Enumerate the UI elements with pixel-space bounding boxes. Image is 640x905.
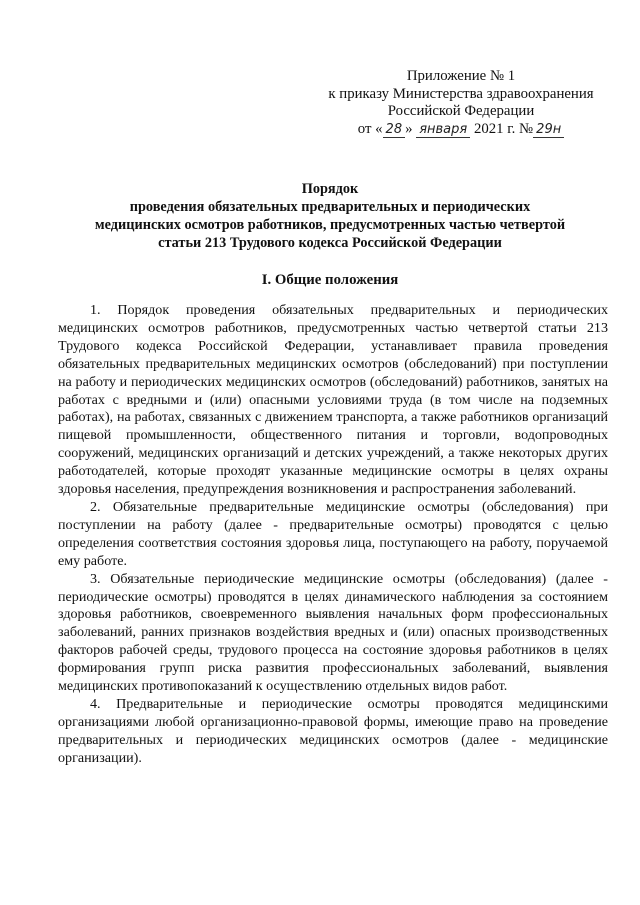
section-heading: I. Общие положения bbox=[261, 272, 399, 288]
handwritten-number: 29н bbox=[533, 122, 564, 138]
appendix-country: Российской Федерации bbox=[387, 103, 535, 119]
handwritten-month: января bbox=[416, 122, 470, 138]
paragraph-4: 4. Предварительные и периодические осмотры проводятся медицинскими организациями любой организационно-правовой формы, имеющие право на проведение предварительных и периодических медицинских осмотров (далее - медицинские организации). bbox=[58, 695, 608, 766]
year-text: 2021 г. bbox=[473, 120, 516, 137]
paragraph-1: 1. Порядок проведения обязательных предварительных и периодических медицинских осмотров работников, предусмотренных частью четвертой статьи 213 Трудового кодекса Российской Федерации, устанавливает правила проведения обязательных предварительных медицинских осмотров (обследований) при поступлении на работу и периодических медицинских осмотров (обследований) работников, занятых на работах с вредными и (или) опасными условиями труда (в том числе на подземных работах), на работах, связанных с движением транспорта, а также работников организаций пищевой промышленности, общественного питания и торговли, водопроводных сооружений, медицинских организаций и детских учреждений, а также некоторых других работодателей, которые проходят указанные медицинские осмотры в целях охраны здоровья населения, предупреждения возникновения и распространения заболеваний. bbox=[58, 302, 608, 498]
appendix-order-ref: к приказу Министерства здравоохранения bbox=[328, 85, 594, 102]
paragraph-2: 2. Обязательные предварительные медицинские осмотры (обследования) при поступлении на работу (далее - предварительные осмотры) проводятся с целью определения соответствия состояния здоровья лица, поступающего на работу, поручаемой ему работе. bbox=[58, 498, 608, 569]
order-date-line bbox=[316, 121, 606, 139]
number-prefix: № bbox=[519, 120, 534, 137]
date-mid: » bbox=[405, 120, 413, 137]
title-line-1: Порядок bbox=[301, 181, 359, 197]
title-line-3: медицинских осмотров работников, предусмотренных частью четвертой bbox=[94, 217, 566, 233]
appendix-header bbox=[316, 68, 606, 138]
handwritten-day: 28 bbox=[383, 122, 406, 138]
title-line-2: проведения обязательных предварительных и периодических bbox=[129, 199, 531, 215]
document-body bbox=[58, 302, 608, 768]
document-title bbox=[60, 180, 600, 252]
date-prefix: от « bbox=[357, 120, 383, 137]
appendix-number: Приложение № 1 bbox=[406, 68, 516, 84]
paragraph-3: 3. Обязательные периодические медицинские осмотры (обследования) (далее - периодические осмотры) проводятся в целях динамического наблюдения за состоянием здоровья работников, своевременного выявления начальных форм профессиональных заболеваний, ранних признаков воздействия вредных и (или) опасных производственных факторов рабочей среды, трудового процесса на состояние здоровья работников в целях формирования групп риска развития профессиональных заболеваний, выявления медицинских противопоказаний к осуществлению отдельных видов работ. bbox=[58, 570, 608, 695]
title-line-4: статьи 213 Трудового кодекса Российской Федерации bbox=[158, 235, 502, 251]
